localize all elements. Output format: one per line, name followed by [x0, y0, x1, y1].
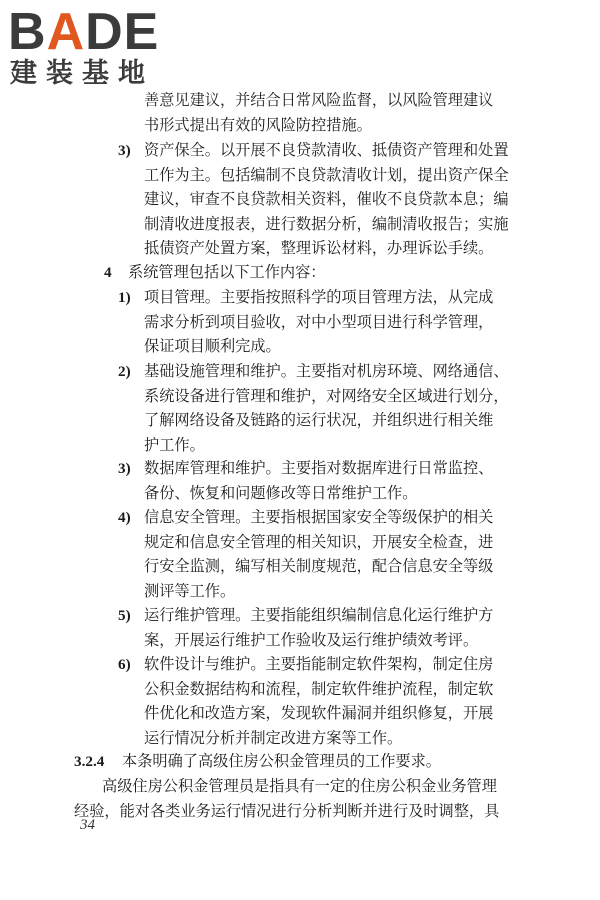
text-line	[118, 505, 493, 530]
list-item-asset-preservation	[118, 138, 509, 261]
text-segment: 基础设施管理和维护。主要指对机房环境、网络通信、	[144, 362, 509, 380]
text-line: 运行情况分析并制定改进方案等工作。	[144, 728, 403, 747]
description-paragraph	[74, 774, 499, 823]
clause-heading	[74, 749, 441, 774]
list-item-infrastructure	[118, 359, 509, 457]
text-line: 需求分析到项目验收，对中小型项目进行科学管理，	[144, 312, 494, 331]
text-line	[74, 749, 441, 774]
text-segment: 运行维护管理。主要指能组织编制信息化运行维护方	[144, 606, 494, 624]
list-item-operations	[118, 603, 493, 652]
text-line: 系统设备进行管理和维护，对网络安全区域进行划分，	[144, 386, 509, 405]
text-line: 案，开展运行维护工作验收及运行维护绩效考评。	[144, 630, 479, 649]
continuation-paragraph	[144, 88, 493, 137]
logo-wordmark	[8, 4, 159, 60]
text-line	[118, 652, 493, 677]
text-segment: 信息安全管理。主要指根据国家安全等级保护的相关	[144, 508, 494, 526]
text-line	[118, 456, 493, 481]
clause-text: 本条明确了高级住房公积金管理员的工作要求。	[122, 752, 441, 770]
text-line: 备份、恢复和问题修改等日常维护工作。	[144, 483, 418, 502]
page-number: 34	[80, 817, 95, 833]
text-segment: 资产保全。以开展不良贷款清收、抵债资产管理和处置	[144, 141, 509, 159]
clause-number: 3.2.4	[74, 753, 105, 770]
list-item-number: 2)	[118, 363, 131, 380]
text-line: 公积金数据结构和流程，制定软件维护流程，制定软	[144, 679, 494, 698]
text-line	[118, 285, 493, 310]
text-line: 工作为主。包括编制不良贷款清收计划，提出资产保全	[144, 165, 509, 184]
text-segment: 项目管理。主要指按照科学的项目管理方法，从完成	[144, 288, 494, 306]
list-item-information-security	[118, 505, 493, 603]
list-item-database	[118, 456, 493, 505]
text-line	[118, 603, 493, 628]
logo-letters-de: DE	[85, 3, 160, 61]
list-item-number: 3)	[118, 142, 131, 159]
section-number: 4	[104, 264, 112, 281]
list-item-software	[118, 652, 493, 750]
list-item-number: 6)	[118, 656, 131, 673]
list-item-number: 1)	[118, 289, 131, 306]
text-line	[118, 359, 509, 384]
text-segment: 数据库管理和维护。主要指对数据库进行日常监控、	[144, 459, 494, 477]
section-heading-system-management	[104, 260, 325, 285]
text-line: 善意见建议，并结合日常风险监督，以风险管理建议	[144, 91, 494, 109]
text-line: 护工作。	[144, 435, 205, 454]
text-line: 规定和信息安全管理的相关知识，开展安全检查，进	[144, 532, 494, 551]
text-line: 抵债资产处置方案，整理诉讼材料，办理诉讼手续。	[144, 239, 494, 258]
text-line: 件优化和改造方案，发现软件漏洞并组织修复，开展	[144, 704, 494, 723]
text-line: 建议，审查不良贷款相关资料，催收不良贷款本息；编	[144, 190, 509, 209]
text-line: 书形式提出有效的风险防控措施。	[144, 115, 372, 134]
section-text: 系统管理包括以下工作内容：	[128, 263, 326, 281]
text-line: 测评等工作。	[144, 581, 236, 600]
bade-logo	[8, 4, 178, 90]
logo-subtitle: 建装基地	[10, 58, 154, 89]
text-line: 保证项目顺利完成。	[144, 337, 281, 356]
list-item-project-management	[118, 285, 493, 359]
text-line: 了解网络设备及链路的运行状况，并组织进行相关维	[144, 411, 494, 430]
text-line	[104, 260, 325, 285]
text-line: 高级住房公积金管理员是指具有一定的住房公积金业务管理	[102, 777, 497, 795]
text-line	[118, 138, 509, 163]
list-item-number: 3)	[118, 460, 131, 477]
list-item-number: 4)	[118, 509, 131, 526]
text-line: 制清收进度报表，进行数据分析，编制清收报告；实施	[144, 214, 509, 233]
text-segment: 软件设计与维护。主要指能制定软件架构，制定住房	[144, 655, 494, 673]
text-line: 行安全监测，编写相关制度规范，配合信息安全等级	[144, 557, 494, 576]
list-item-number: 5)	[118, 607, 131, 624]
logo-letter-a: A	[46, 3, 86, 61]
logo-letter-b: B	[8, 3, 47, 61]
text-line: 经验，能对各类业务运行情况进行分析判断并进行及时调整，具	[74, 801, 500, 820]
